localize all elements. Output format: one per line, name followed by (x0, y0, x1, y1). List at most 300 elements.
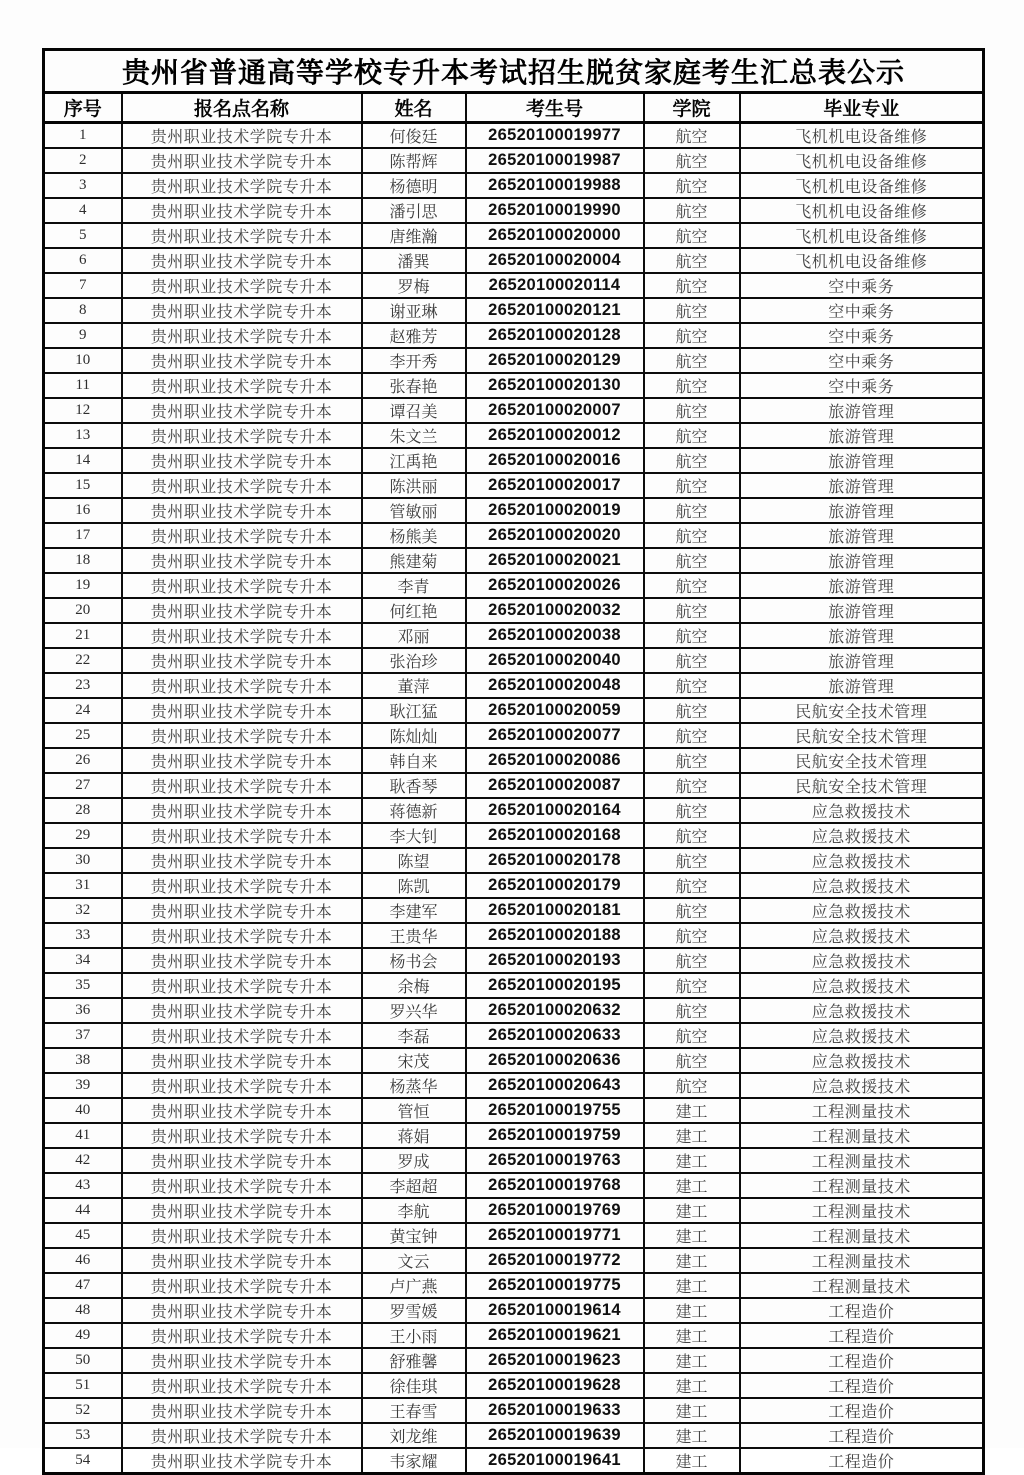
graduation-major: 应急救援技术 (740, 923, 984, 948)
candidate-id: 26520100019614 (466, 1298, 644, 1323)
table-row (44, 373, 984, 398)
college-name: 航空 (644, 623, 740, 648)
candidate-name: 耿江猛 (362, 698, 466, 723)
college-name: 建工 (644, 1373, 740, 1398)
college-name: 航空 (644, 573, 740, 598)
registration-site-name: 贵州职业技术学院专升本 (122, 1148, 362, 1173)
candidate-id: 26520100020121 (466, 298, 644, 323)
candidate-id: 26520100020059 (466, 698, 644, 723)
table-row (44, 273, 984, 298)
candidate-name: 唐维瀚 (362, 223, 466, 248)
candidate-id: 26520100020195 (466, 973, 644, 998)
registration-site-name: 贵州职业技术学院专升本 (122, 323, 362, 348)
candidate-id: 26520100019628 (466, 1373, 644, 1398)
graduation-major: 民航安全技术管理 (740, 698, 984, 723)
table-row (44, 323, 984, 348)
serial-number: 19 (44, 573, 122, 598)
college-name: 航空 (644, 873, 740, 898)
college-name: 航空 (644, 1048, 740, 1073)
serial-number: 47 (44, 1273, 122, 1298)
serial-number: 39 (44, 1073, 122, 1098)
registration-site-name: 贵州职业技术学院专升本 (122, 1273, 362, 1298)
registration-site-name: 贵州职业技术学院专升本 (122, 273, 362, 298)
serial-number: 13 (44, 423, 122, 448)
serial-number: 31 (44, 873, 122, 898)
candidate-id: 26520100020012 (466, 423, 644, 448)
serial-number: 23 (44, 673, 122, 698)
serial-number: 27 (44, 773, 122, 798)
table-row (44, 773, 984, 798)
serial-number: 41 (44, 1123, 122, 1148)
graduation-major: 工程造价 (740, 1373, 984, 1398)
table-row (44, 1173, 984, 1198)
registration-site-name: 贵州职业技术学院专升本 (122, 448, 362, 473)
graduation-major: 旅游管理 (740, 398, 984, 423)
serial-number: 16 (44, 498, 122, 523)
table-row (44, 1348, 984, 1373)
graduation-major: 空中乘务 (740, 348, 984, 373)
serial-number: 48 (44, 1298, 122, 1323)
candidate-id: 26520100020007 (466, 398, 644, 423)
college-name: 航空 (644, 248, 740, 273)
registration-site-name: 贵州职业技术学院专升本 (122, 123, 362, 149)
registration-site-name: 贵州职业技术学院专升本 (122, 1348, 362, 1373)
candidate-id: 26520100019763 (466, 1148, 644, 1173)
table-row (44, 398, 984, 423)
table-row (44, 623, 984, 648)
candidate-id: 26520100020188 (466, 923, 644, 948)
table-row (44, 423, 984, 448)
graduation-major: 空中乘务 (740, 323, 984, 348)
serial-number: 49 (44, 1323, 122, 1348)
candidate-name: 韩自来 (362, 748, 466, 773)
graduation-major: 民航安全技术管理 (740, 773, 984, 798)
registration-site-name: 贵州职业技术学院专升本 (122, 848, 362, 873)
college-name: 航空 (644, 398, 740, 423)
serial-number: 12 (44, 398, 122, 423)
table-row (44, 298, 984, 323)
candidate-name: 韦家耀 (362, 1448, 466, 1474)
table-row (44, 948, 984, 973)
candidate-name: 管敏丽 (362, 498, 466, 523)
graduation-major: 应急救援技术 (740, 898, 984, 923)
candidate-name: 谢亚琳 (362, 298, 466, 323)
serial-number: 29 (44, 823, 122, 848)
candidate-id: 26520100020032 (466, 598, 644, 623)
candidate-name: 张治珍 (362, 648, 466, 673)
candidate-name: 陈望 (362, 848, 466, 873)
col-header-serial: 序号 (44, 93, 122, 123)
table-row (44, 973, 984, 998)
candidate-id: 26520100020643 (466, 1073, 644, 1098)
registration-site-name: 贵州职业技术学院专升本 (122, 248, 362, 273)
college-name: 建工 (644, 1448, 740, 1474)
college-name: 航空 (644, 298, 740, 323)
candidate-id: 26520100020181 (466, 898, 644, 923)
candidate-id: 26520100019771 (466, 1223, 644, 1248)
registration-site-name: 贵州职业技术学院专升本 (122, 1198, 362, 1223)
candidate-name: 潘巽 (362, 248, 466, 273)
college-name: 航空 (644, 323, 740, 348)
table-row (44, 848, 984, 873)
candidate-name: 罗雪媛 (362, 1298, 466, 1323)
registration-site-name: 贵州职业技术学院专升本 (122, 398, 362, 423)
graduation-major: 飞机机电设备维修 (740, 173, 984, 198)
candidate-name: 何红艳 (362, 598, 466, 623)
graduation-major: 应急救援技术 (740, 873, 984, 898)
graduation-major: 空中乘务 (740, 373, 984, 398)
serial-number: 28 (44, 798, 122, 823)
candidate-id: 26520100020128 (466, 323, 644, 348)
graduation-major: 应急救援技术 (740, 948, 984, 973)
registration-site-name: 贵州职业技术学院专升本 (122, 1223, 362, 1248)
registration-site-name: 贵州职业技术学院专升本 (122, 898, 362, 923)
serial-number: 3 (44, 173, 122, 198)
registration-site-name: 贵州职业技术学院专升本 (122, 548, 362, 573)
graduation-major: 旅游管理 (740, 673, 984, 698)
candidate-name: 罗兴华 (362, 998, 466, 1023)
table-row (44, 148, 984, 173)
graduation-major: 应急救援技术 (740, 823, 984, 848)
candidate-name: 李青 (362, 573, 466, 598)
table-row (44, 873, 984, 898)
table-row (44, 1298, 984, 1323)
table-row (44, 448, 984, 473)
college-name: 航空 (644, 473, 740, 498)
candidate-id: 26520100019775 (466, 1273, 644, 1298)
registration-site-name: 贵州职业技术学院专升本 (122, 1023, 362, 1048)
college-name: 航空 (644, 748, 740, 773)
graduation-major: 旅游管理 (740, 548, 984, 573)
graduation-major: 工程造价 (740, 1348, 984, 1373)
candidate-name: 刘龙维 (362, 1423, 466, 1448)
serial-number: 5 (44, 223, 122, 248)
serial-number: 11 (44, 373, 122, 398)
serial-number: 36 (44, 998, 122, 1023)
graduation-major: 工程测量技术 (740, 1173, 984, 1198)
table-row (44, 1148, 984, 1173)
graduation-major: 飞机机电设备维修 (740, 223, 984, 248)
registration-site-name: 贵州职业技术学院专升本 (122, 1098, 362, 1123)
candidate-id: 26520100020129 (466, 348, 644, 373)
candidate-id: 26520100020020 (466, 523, 644, 548)
graduation-major: 飞机机电设备维修 (740, 198, 984, 223)
candidate-id: 26520100019768 (466, 1173, 644, 1198)
serial-number: 17 (44, 523, 122, 548)
college-name: 航空 (644, 848, 740, 873)
candidate-id: 26520100019623 (466, 1348, 644, 1373)
graduation-major: 应急救援技术 (740, 1023, 984, 1048)
candidate-id: 26520100019769 (466, 1198, 644, 1223)
candidate-id: 26520100020038 (466, 623, 644, 648)
table-row (44, 673, 984, 698)
serial-number: 33 (44, 923, 122, 948)
college-name: 航空 (644, 448, 740, 473)
serial-number: 4 (44, 198, 122, 223)
candidate-name: 董萍 (362, 673, 466, 698)
college-name: 航空 (644, 1023, 740, 1048)
candidate-name: 王春雪 (362, 1398, 466, 1423)
graduation-major: 工程测量技术 (740, 1198, 984, 1223)
college-name: 航空 (644, 498, 740, 523)
registration-site-name: 贵州职业技术学院专升本 (122, 923, 362, 948)
candidate-name: 蒋德新 (362, 798, 466, 823)
registration-site-name: 贵州职业技术学院专升本 (122, 173, 362, 198)
registration-site-name: 贵州职业技术学院专升本 (122, 1073, 362, 1098)
serial-number: 43 (44, 1173, 122, 1198)
serial-number: 45 (44, 1223, 122, 1248)
college-name: 建工 (644, 1348, 740, 1373)
table-row (44, 1048, 984, 1073)
registration-site-name: 贵州职业技术学院专升本 (122, 198, 362, 223)
col-header-major: 毕业专业 (740, 93, 984, 123)
candidate-id: 26520100020168 (466, 823, 644, 848)
candidate-name: 潘引思 (362, 198, 466, 223)
table-row (44, 1223, 984, 1248)
table-row (44, 123, 984, 149)
table-row (44, 223, 984, 248)
candidate-name: 江禹艳 (362, 448, 466, 473)
graduation-major: 工程测量技术 (740, 1248, 984, 1273)
college-name: 航空 (644, 698, 740, 723)
registration-site-name: 贵州职业技术学院专升本 (122, 1123, 362, 1148)
registration-site-name: 贵州职业技术学院专升本 (122, 498, 362, 523)
serial-number: 54 (44, 1448, 122, 1474)
candidate-name: 陈凯 (362, 873, 466, 898)
serial-number: 6 (44, 248, 122, 273)
registration-site-name: 贵州职业技术学院专升本 (122, 1373, 362, 1398)
serial-number: 34 (44, 948, 122, 973)
col-header-name: 姓名 (362, 93, 466, 123)
candidate-name: 何俊廷 (362, 123, 466, 149)
candidate-id: 26520100019987 (466, 148, 644, 173)
registration-site-name: 贵州职业技术学院专升本 (122, 523, 362, 548)
table-row (44, 1073, 984, 1098)
candidate-id: 26520100020193 (466, 948, 644, 973)
candidate-id: 26520100020087 (466, 773, 644, 798)
registration-site-name: 贵州职业技术学院专升本 (122, 1448, 362, 1474)
graduation-major: 工程造价 (740, 1423, 984, 1448)
graduation-major: 工程测量技术 (740, 1148, 984, 1173)
registration-site-name: 贵州职业技术学院专升本 (122, 998, 362, 1023)
table-row (44, 1248, 984, 1273)
candidate-name: 李超超 (362, 1173, 466, 1198)
graduation-major: 工程造价 (740, 1298, 984, 1323)
table-row (44, 723, 984, 748)
candidate-name: 罗梅 (362, 273, 466, 298)
candidate-name: 蒋娟 (362, 1123, 466, 1148)
serial-number: 9 (44, 323, 122, 348)
serial-number: 15 (44, 473, 122, 498)
candidate-id: 26520100020632 (466, 998, 644, 1023)
registration-site-name: 贵州职业技术学院专升本 (122, 1298, 362, 1323)
candidate-name: 张春艳 (362, 373, 466, 398)
graduation-major: 工程测量技术 (740, 1273, 984, 1298)
candidate-name: 宋茂 (362, 1048, 466, 1073)
registration-site-name: 贵州职业技术学院专升本 (122, 573, 362, 598)
registration-site-name: 贵州职业技术学院专升本 (122, 873, 362, 898)
registration-site-name: 贵州职业技术学院专升本 (122, 948, 362, 973)
serial-number: 7 (44, 273, 122, 298)
registration-site-name: 贵州职业技术学院专升本 (122, 623, 362, 648)
candidate-id: 26520100019633 (466, 1398, 644, 1423)
registration-site-name: 贵州职业技术学院专升本 (122, 1248, 362, 1273)
table-row (44, 473, 984, 498)
candidate-id: 26520100019772 (466, 1248, 644, 1273)
college-name: 航空 (644, 198, 740, 223)
college-name: 建工 (644, 1098, 740, 1123)
college-name: 航空 (644, 773, 740, 798)
college-name: 航空 (644, 373, 740, 398)
col-header-site: 报名点名称 (122, 93, 362, 123)
college-name: 建工 (644, 1248, 740, 1273)
serial-number: 24 (44, 698, 122, 723)
candidate-name: 李建军 (362, 898, 466, 923)
candidate-id: 26520100020000 (466, 223, 644, 248)
serial-number: 1 (44, 123, 122, 149)
college-name: 航空 (644, 348, 740, 373)
serial-number: 51 (44, 1373, 122, 1398)
college-name: 航空 (644, 948, 740, 973)
serial-number: 30 (44, 848, 122, 873)
candidate-name: 杨蒸华 (362, 1073, 466, 1098)
college-name: 建工 (644, 1173, 740, 1198)
graduation-major: 旅游管理 (740, 473, 984, 498)
candidate-id: 26520100019990 (466, 198, 644, 223)
registration-site-name: 贵州职业技术学院专升本 (122, 1048, 362, 1073)
graduation-major: 工程测量技术 (740, 1098, 984, 1123)
candidate-id: 26520100019759 (466, 1123, 644, 1148)
table-row (44, 573, 984, 598)
registration-site-name: 贵州职业技术学院专升本 (122, 348, 362, 373)
candidate-id: 26520100020164 (466, 798, 644, 823)
table-row (44, 173, 984, 198)
graduation-major: 民航安全技术管理 (740, 723, 984, 748)
table-body (44, 123, 984, 1474)
college-name: 航空 (644, 973, 740, 998)
table-row (44, 1398, 984, 1423)
serial-number: 10 (44, 348, 122, 373)
candidate-id: 26520100020004 (466, 248, 644, 273)
graduation-major: 应急救援技术 (740, 998, 984, 1023)
registration-site-name: 贵州职业技术学院专升本 (122, 648, 362, 673)
registration-site-name: 贵州职业技术学院专升本 (122, 823, 362, 848)
registration-site-name: 贵州职业技术学院专升本 (122, 423, 362, 448)
candidate-name: 谭召美 (362, 398, 466, 423)
registration-site-name: 贵州职业技术学院专升本 (122, 798, 362, 823)
candidate-name: 赵雅芳 (362, 323, 466, 348)
table-row (44, 1273, 984, 1298)
candidate-id: 26520100020019 (466, 498, 644, 523)
candidate-id: 26520100019977 (466, 123, 644, 149)
graduation-major: 工程测量技术 (740, 1123, 984, 1148)
serial-number: 42 (44, 1148, 122, 1173)
serial-number: 20 (44, 598, 122, 623)
title-row (44, 50, 984, 93)
registration-site-name: 贵州职业技术学院专升本 (122, 1423, 362, 1448)
col-header-id: 考生号 (466, 93, 644, 123)
candidate-id: 26520100019639 (466, 1423, 644, 1448)
table-row (44, 823, 984, 848)
registration-site-name: 贵州职业技术学院专升本 (122, 473, 362, 498)
table-row (44, 648, 984, 673)
graduation-major: 工程造价 (740, 1448, 984, 1474)
table-row (44, 998, 984, 1023)
serial-number: 52 (44, 1398, 122, 1423)
candidate-name: 杨德明 (362, 173, 466, 198)
graduation-major: 工程测量技术 (740, 1223, 984, 1248)
registration-site-name: 贵州职业技术学院专升本 (122, 373, 362, 398)
registration-site-name: 贵州职业技术学院专升本 (122, 773, 362, 798)
graduation-major: 工程造价 (740, 1398, 984, 1423)
candidate-name: 杨书会 (362, 948, 466, 973)
candidate-id: 26520100019621 (466, 1323, 644, 1348)
candidate-id: 26520100020026 (466, 573, 644, 598)
candidate-id: 26520100020086 (466, 748, 644, 773)
page-title: 贵州省普通高等学校专升本考试招生脱贫家庭考生汇总表公示 (44, 50, 984, 93)
college-name: 航空 (644, 898, 740, 923)
table-row (44, 798, 984, 823)
graduation-major: 飞机机电设备维修 (740, 123, 984, 149)
candidate-name: 熊建菊 (362, 548, 466, 573)
table-row (44, 1023, 984, 1048)
candidate-name: 陈灿灿 (362, 723, 466, 748)
candidate-id: 26520100020040 (466, 648, 644, 673)
college-name: 航空 (644, 648, 740, 673)
candidate-id: 26520100019755 (466, 1098, 644, 1123)
college-name: 建工 (644, 1323, 740, 1348)
college-name: 航空 (644, 123, 740, 149)
registration-site-name: 贵州职业技术学院专升本 (122, 698, 362, 723)
graduation-major: 空中乘务 (740, 273, 984, 298)
table-row (44, 498, 984, 523)
candidate-id: 26520100020077 (466, 723, 644, 748)
registration-site-name: 贵州职业技术学院专升本 (122, 748, 362, 773)
graduation-major: 旅游管理 (740, 573, 984, 598)
candidate-name: 李磊 (362, 1023, 466, 1048)
registration-site-name: 贵州职业技术学院专升本 (122, 723, 362, 748)
table-row (44, 898, 984, 923)
candidate-name: 陈洪丽 (362, 473, 466, 498)
college-name: 航空 (644, 223, 740, 248)
candidate-name: 黄宝钟 (362, 1223, 466, 1248)
table-row (44, 248, 984, 273)
graduation-major: 旅游管理 (740, 448, 984, 473)
graduation-major: 飞机机电设备维修 (740, 248, 984, 273)
registration-site-name: 贵州职业技术学院专升本 (122, 673, 362, 698)
table-row (44, 1123, 984, 1148)
candidate-id: 26520100020633 (466, 1023, 644, 1048)
candidate-id: 26520100020017 (466, 473, 644, 498)
graduation-major: 旅游管理 (740, 598, 984, 623)
registration-site-name: 贵州职业技术学院专升本 (122, 1398, 362, 1423)
table-row (44, 1423, 984, 1448)
candidate-id: 26520100020636 (466, 1048, 644, 1073)
registration-site-name: 贵州职业技术学院专升本 (122, 223, 362, 248)
graduation-major: 空中乘务 (740, 298, 984, 323)
serial-number: 40 (44, 1098, 122, 1123)
candidate-name: 舒雅馨 (362, 1348, 466, 1373)
college-name: 航空 (644, 1073, 740, 1098)
candidate-name: 王小雨 (362, 1323, 466, 1348)
serial-number: 2 (44, 148, 122, 173)
table-row (44, 598, 984, 623)
graduation-major: 应急救援技术 (740, 973, 984, 998)
graduation-major: 应急救援技术 (740, 798, 984, 823)
college-name: 航空 (644, 548, 740, 573)
graduation-major: 飞机机电设备维修 (740, 148, 984, 173)
candidate-name: 邓丽 (362, 623, 466, 648)
